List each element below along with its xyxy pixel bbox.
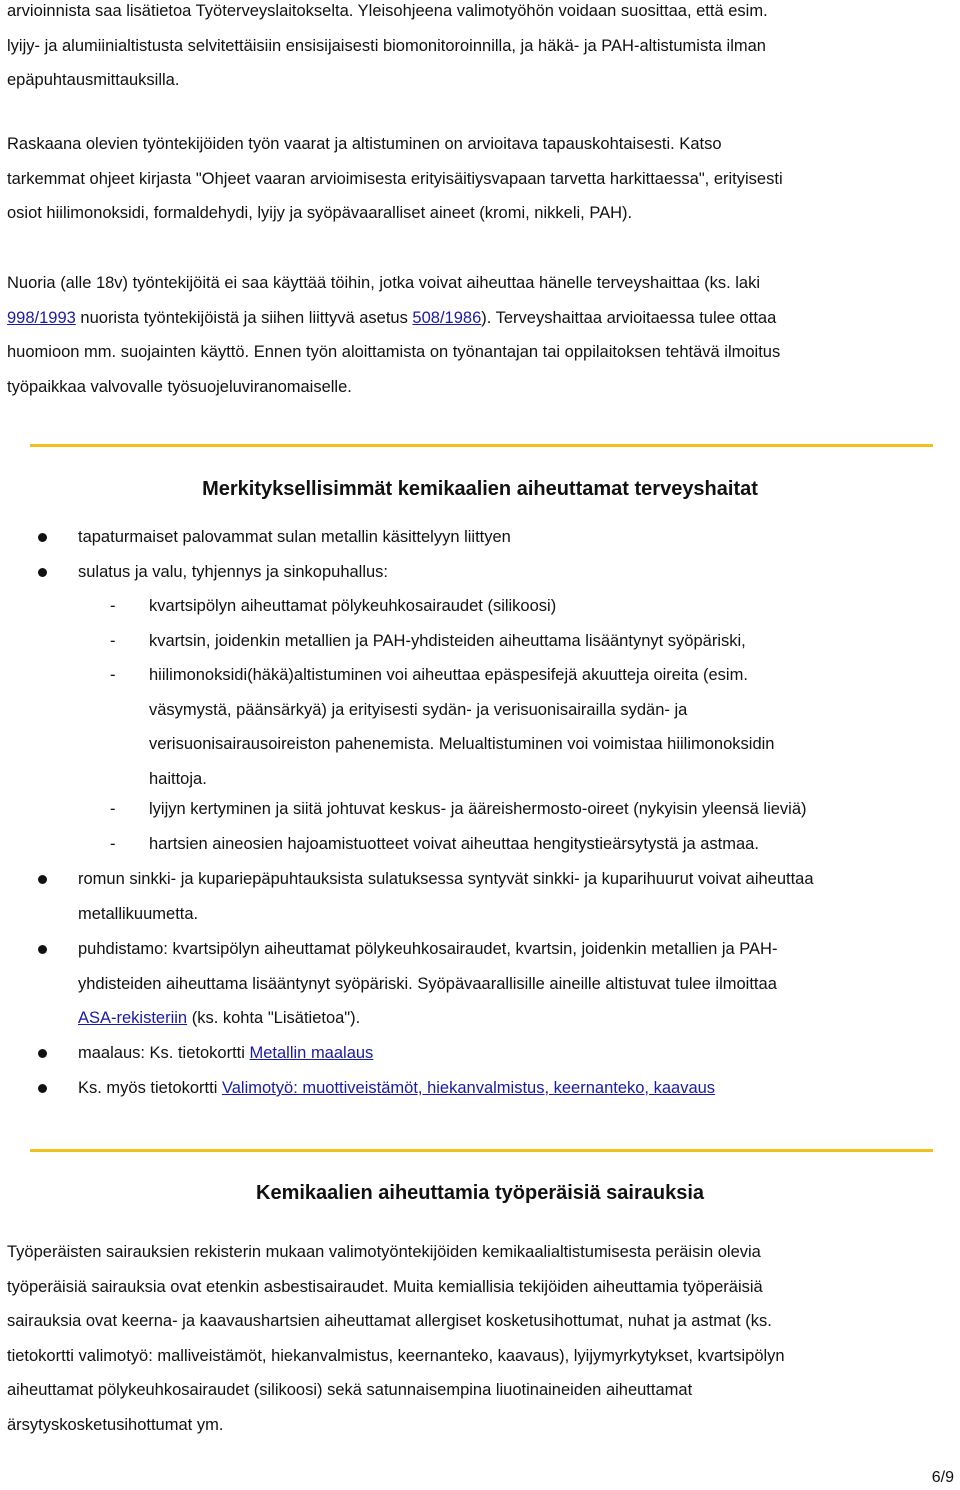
- dash-marker: -: [110, 835, 116, 853]
- text-line: Nuoria (alle 18v) työntekijöitä ei saa käyttää töihin, jotka voivat aiheuttaa hänelle terveyshaittaa (ks. laki: [7, 274, 760, 292]
- text-line: väsymystä, päänsärkyä) ja erityisesti sydän- ja verisuonisairailla sydän- ja: [149, 700, 688, 719]
- text-line: ärsytyskosketusihottumat ym.: [7, 1415, 224, 1434]
- occupational-diseases-paragraph: [7, 1235, 952, 1442]
- metal-painting-link[interactable]: Metallin maalaus: [249, 1044, 374, 1062]
- text-line: romun sinkki- ja kupariepäpuhtauksista sulatuksessa syntyvät sinkki- ja kuparihuurut voivat aiheuttaa: [78, 870, 814, 888]
- text-line: tarkemmat ohjeet kirjasta "Ohjeet vaaran arvioimisesta erityisäitiysvapaan tarvetta harkittaessa", erityisesti: [7, 169, 783, 188]
- bullet-icon: [38, 568, 47, 577]
- bullet-icon: [38, 1084, 47, 1093]
- text-line: arvioinnista saa lisätietoa Työterveyslaitokselta. Yleisohjeena valimotyöhön voidaan suosittaa, että esim.: [7, 2, 768, 20]
- text-line: lyijy- ja alumiinialtistusta selvitettäisiin ensisijaisesti biomonitoroinnilla, ja häkä- ja PAH-altistumista ilman: [7, 36, 766, 55]
- text-line: metallikuumetta.: [78, 904, 199, 923]
- text-line: aiheuttamat pölykeuhkosairaudet (silikoosi) sekä satunnaisempina liuotinaineiden aiheuttamat: [7, 1381, 693, 1399]
- intro-paragraph: [7, 0, 952, 98]
- sub-list-item: lyijyn kertyminen ja siitä johtuvat keskus- ja ääreishermosto-oireet (nykyisin yleensä lieviä): [149, 800, 807, 818]
- pregnancy-paragraph: [7, 127, 952, 231]
- text-line: epäpuhtausmittauksilla.: [7, 71, 180, 89]
- list-item: [78, 1036, 373, 1071]
- text-fragment: Ks. myös tietokortti: [78, 1079, 222, 1097]
- sub-list-item: kvartsin, joidenkin metallien ja PAH-yhdisteiden aiheuttama lisääntynyt syöpäriski,: [149, 632, 746, 650]
- list-item: [78, 932, 777, 1036]
- text-line: työperäisiä sairauksia ovat etenkin asbestisairaudet. Muita kemiallisia tekijöiden aiheuttamia työperäisiä: [7, 1277, 763, 1296]
- section-divider: [30, 444, 933, 447]
- list-item: [78, 1071, 715, 1106]
- text-fragment: (ks. kohta "Lisätietoa").: [187, 1009, 361, 1027]
- law-998-1993-link[interactable]: 998/1993: [7, 308, 76, 327]
- section-divider: [30, 1149, 933, 1152]
- page-number: 6/9: [931, 1469, 954, 1486]
- dash-marker: -: [110, 597, 116, 615]
- dash-marker: -: [110, 666, 116, 684]
- dash-marker: -: [110, 632, 116, 650]
- sub-list-item: hartsien aineosien hajoamistuotteet voivat aiheuttaa hengitystieärsytystä ja astmaa.: [149, 835, 759, 853]
- bullet-icon: [38, 875, 47, 884]
- text-line: huomioon mm. suojainten käyttö. Ennen työn aloittamista on työnantajan tai oppilaitoksen tehtävä ilmoitus: [7, 343, 781, 361]
- list-item: [78, 862, 814, 931]
- foundry-work-link[interactable]: Valimotyö: muottiveistämöt, hiekanvalmistus, keernanteko, kaavaus: [221, 1079, 716, 1097]
- list-item: tapaturmaiset palovammat sulan metallin käsittelyyn liittyen: [78, 528, 511, 546]
- text-line: yhdisteiden aiheuttama lisääntynyt syöpäriski. Syöpävaarallisille aineille altistuvat tulee ilmoittaa: [78, 974, 777, 993]
- list-item: sulatus ja valu, tyhjennys ja sinkopuhallus:: [78, 563, 389, 581]
- text-fragment: maalaus: Ks. tietokortti: [78, 1044, 250, 1062]
- text-line: Työperäisten sairauksien rekisterin mukaan valimotyöntekijöiden kemikaalialtistumisesta peräisin olevia: [7, 1243, 761, 1261]
- section-title-occupational-diseases: Kemikaalien aiheuttamia työperäisiä sairauksia: [256, 1182, 704, 1204]
- text-line: puhdistamo: kvartsipölyn aiheuttamat pölykeuhkosairaudet, kvartsin, joidenkin metallien ja PAH-: [78, 940, 778, 958]
- youth-paragraph: [7, 266, 952, 404]
- text-fragment: ). Terveyshaittaa arvioitaessa tulee ottaa: [481, 308, 777, 327]
- decree-508-1986-link[interactable]: 508/1986: [412, 308, 482, 327]
- text-line: osiot hiilimonoksidi, formaldehydi, lyijy ja syöpävaaralliset aineet (kromi, nikkeli, PAH).: [7, 204, 633, 222]
- dash-marker: -: [110, 800, 116, 818]
- text-line: hiilimonoksidi(häkä)altistuminen voi aiheuttaa epäspesifejä akuutteja oireita (esim.: [149, 666, 748, 684]
- section-title-health-hazards: Merkityksellisimmät kemikaalien aiheuttamat terveyshaitat: [202, 478, 758, 500]
- text-line-with-link: [78, 1001, 777, 1036]
- text-line: tietokortti valimotyö: malliveistämöt, hiekanvalmistus, keernanteko, kaavaus), lyijymyrkytykset, kvartsipölyn: [7, 1346, 785, 1365]
- text-fragment: nuorista työntekijöistä ja siihen liittyvä asetus: [75, 308, 413, 327]
- text-line: sairauksia ovat keerna- ja kaavaushartsien aiheuttamat allergiset kosketusihottumat, nuhat ja astmat (ks.: [7, 1312, 772, 1330]
- bullet-icon: [38, 1049, 47, 1058]
- text-line-with-links: [7, 301, 952, 336]
- text-line: työpaikkaa valvovalle työsuojeluviranomaiselle.: [7, 377, 352, 396]
- bullet-icon: [38, 533, 47, 542]
- bullet-icon: [38, 945, 47, 954]
- text-line: Raskaana olevien työntekijöiden työn vaarat ja altistuminen on arvioitava tapauskohtaisesti. Katso: [7, 135, 722, 153]
- sub-list-item: kvartsipölyn aiheuttamat pölykeuhkosairaudet (silikoosi): [149, 597, 557, 615]
- sub-list-item: [149, 658, 774, 796]
- text-line: verisuonisairausoireiston pahenemista. Melualtistuminen voi voimistaa hiilimonoksidin: [149, 735, 775, 753]
- asa-register-link[interactable]: ASA-rekisteriin: [78, 1009, 188, 1027]
- text-line: haittoja.: [149, 769, 207, 788]
